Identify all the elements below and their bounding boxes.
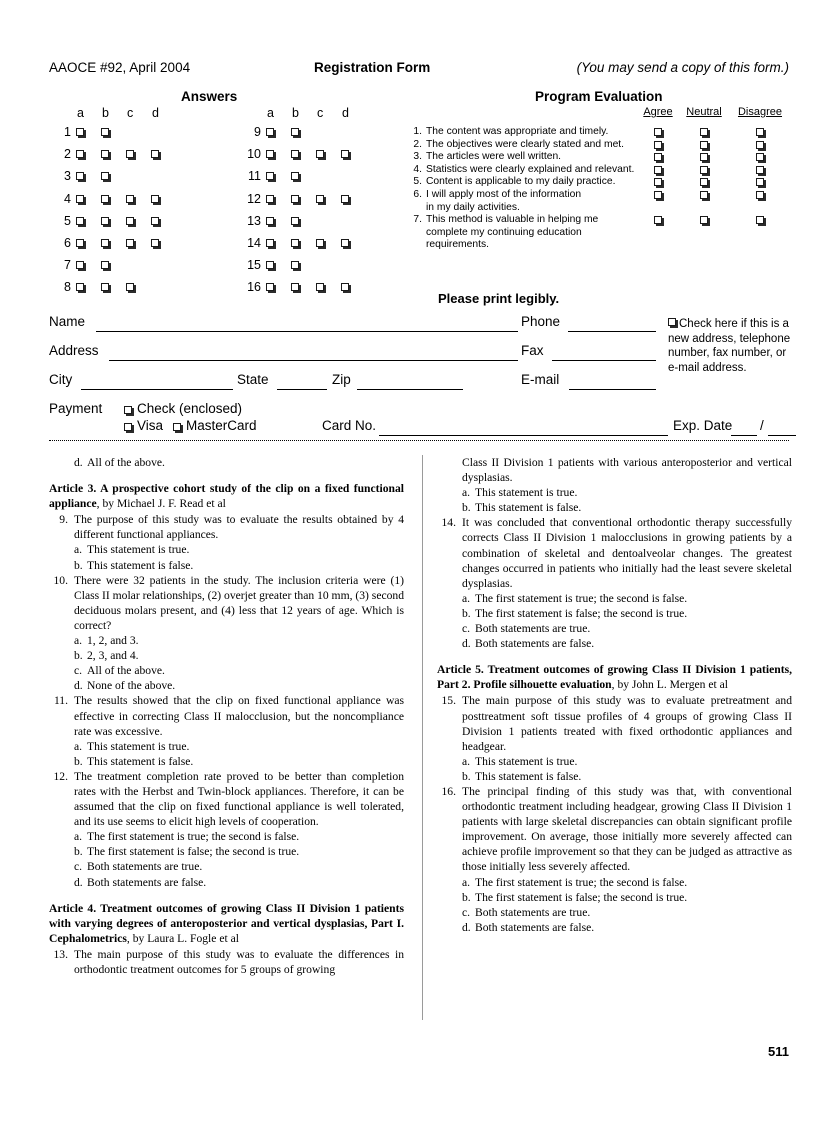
answers-header-d: d — [152, 106, 159, 120]
answer-checkbox-6-d[interactable] — [151, 239, 159, 247]
new-address-note — [668, 317, 793, 375]
answer-option-letter: c. — [462, 622, 471, 636]
answer-checkbox-8-b[interactable] — [101, 283, 109, 291]
evaluation-item-number: 2. — [413, 138, 422, 150]
answer-checkbox-14-a[interactable] — [266, 239, 274, 247]
answer-checkbox-12-a[interactable] — [266, 195, 274, 203]
question-item: 10. There were 32 patients in the study. The inclusion criteria were (1) Class II molar relationships, (2) overjet greater than 10 mm, (3) second deciduous molars present, and (4) less that 12 years of age. Which is correct? — [49, 573, 404, 633]
evaluation-disagree-checkbox-2[interactable] — [756, 141, 764, 149]
answer-option-letter: d. — [74, 456, 83, 469]
question-item: 15. The main purpose of this study was to evaluate pretreatment and posttreatment soft tissue profiles of 4 groups of growing Class II Division 1 patients treated with fixed orthodontic appliances and headgear. — [437, 693, 792, 753]
evaluation-item-number: 7. — [413, 214, 422, 226]
evaluation-item-text: This method is valuable in helping me — [426, 214, 599, 226]
answer-option: d. Both statements are false. — [462, 920, 595, 934]
answer-option: a. The first statement is true; the second is false. — [462, 875, 688, 889]
question-item: 12. The treatment completion rate proved to be better than completion rates with the Herbst and Twin-block appliances. Therefore, it can be assumed that the clip on fixed functional appliance is well tolerated, and its use seems to elicit high levels of cooperation. — [49, 769, 404, 829]
evaluation-disagree-checkbox-5[interactable] — [756, 178, 764, 186]
question-number: 15. — [441, 694, 456, 708]
evaluation-neutral-checkbox-1[interactable] — [700, 128, 708, 136]
answer-checkbox-5-a[interactable] — [76, 217, 84, 225]
question-number: 16. — [441, 784, 456, 798]
answer-option: b. The first statement is false; the second is true. — [462, 606, 688, 620]
answer-checkbox-1-a[interactable] — [76, 128, 84, 136]
evaluation-scale-header — [408, 106, 793, 122]
evaluation-item — [408, 214, 793, 227]
answer-option: a. The first statement is true; the second is false. — [74, 830, 300, 844]
email-input-rule[interactable] — [569, 389, 656, 390]
answer-option: b. 2, 3, and 4. — [74, 649, 139, 663]
evaluation-disagree-checkbox-4[interactable] — [756, 166, 764, 174]
answer-option-letter: a. — [462, 591, 471, 605]
page-number: 511 — [768, 1044, 789, 1059]
fax-input-rule[interactable] — [552, 360, 656, 361]
answers-header-b: b — [102, 106, 109, 120]
answer-row-number: 15 — [247, 258, 261, 273]
answers-header-b: b — [292, 106, 299, 120]
answer-checkbox-8-c[interactable] — [126, 283, 134, 291]
answer-option: b. This statement is false. — [462, 769, 582, 783]
article-byline: , by John L. Mergen et al — [611, 678, 728, 692]
evaluation-neutral-checkbox-7[interactable] — [700, 216, 708, 224]
answer-option: d. Both statements are false. — [462, 637, 595, 651]
payment-row — [49, 401, 789, 441]
exp-month-input-rule[interactable] — [731, 435, 757, 436]
evaluation-item-list — [408, 126, 793, 252]
evaluation-disagree-checkbox-6[interactable] — [756, 191, 764, 199]
evaluation-agree-checkbox-4[interactable] — [654, 166, 662, 174]
answer-checkbox-12-b[interactable] — [291, 195, 299, 203]
answer-row-number: 1 — [64, 125, 71, 139]
answer-checkbox-2-a[interactable] — [76, 150, 84, 158]
article-column-left — [49, 455, 404, 977]
answer-checkbox-6-a[interactable] — [76, 239, 84, 247]
check-payment-label: Check (enclosed) — [137, 401, 243, 416]
article-heading: Article 5. Treatment outcomes of growing Class II Division 1 patients, Part 2. Profile silhouette evaluation, by John L. Mergen et al — [437, 663, 792, 692]
card-no-input-rule[interactable] — [379, 435, 668, 436]
answer-row-number: 6 — [64, 235, 71, 250]
answer-row-number: 8 — [64, 280, 71, 295]
document-header — [49, 60, 789, 78]
exp-date-label: Exp. Date — [673, 418, 733, 433]
evaluation-neutral-checkbox-5[interactable] — [700, 178, 708, 186]
program-evaluation-title: Program Evaluation — [535, 89, 663, 104]
evaluation-item-number: 1. — [413, 126, 422, 137]
evaluation-agree-checkbox-7[interactable] — [654, 216, 662, 224]
question-number: 12. — [53, 769, 68, 783]
evaluation-item-text: Statistics were clearly explained and relevant. — [426, 163, 635, 175]
evaluation-item-number: 6. — [413, 189, 422, 200]
answers-header-d: d — [342, 106, 349, 120]
answer-checkbox-16-d[interactable] — [341, 283, 349, 291]
answer-checkbox-7-b[interactable] — [101, 261, 109, 269]
answer-option-letter: d. — [74, 875, 83, 889]
answer-row-number: 5 — [64, 213, 71, 228]
answer-option: a. 1, 2, and 3. — [74, 634, 139, 648]
answer-checkbox-3-b[interactable] — [101, 172, 109, 180]
answers-header-c: c — [317, 106, 324, 120]
answer-checkbox-5-d[interactable] — [151, 217, 159, 225]
city-label: City — [49, 372, 73, 387]
phone-input-rule[interactable] — [568, 331, 656, 332]
question-continuation: Class II Division 1 patients with various anteroposterior and vertical dysplasias. — [462, 456, 792, 485]
evaluation-item — [408, 176, 793, 189]
answer-option: d. All of the above. — [74, 456, 165, 469]
answer-option-letter: d. — [462, 637, 471, 651]
answer-checkbox-13-b[interactable] — [291, 217, 299, 225]
answer-option: b. This statement is false. — [462, 501, 582, 515]
answer-checkbox-10-d[interactable] — [341, 150, 349, 158]
question-item: 14. It was concluded that conventional orthodontic therapy successfully corrects Class II Division 1 malocclusions in growing patients by a combination of skeletal and dentoalveolar changes. The greatest changes occurred in patients who initially had the least severe skeletal dysplasias. — [437, 515, 792, 590]
answer-row-number: 12 — [247, 191, 261, 206]
scale-agree-label: Agree — [643, 106, 673, 118]
answer-option: a. The first statement is true; the second is false. — [462, 591, 688, 605]
scale-neutral-label: Neutral — [686, 106, 722, 118]
article-heading: Article 3. A prospective cohort study of the clip on a fixed functional appliance, by Michael J. F. Read et al — [49, 482, 404, 511]
answer-option: d. None of the above. — [74, 679, 176, 693]
answer-checkbox-14-d[interactable] — [341, 239, 349, 247]
evaluation-disagree-checkbox-3[interactable] — [756, 153, 764, 161]
answer-checkbox-10-b[interactable] — [291, 150, 299, 158]
evaluation-neutral-checkbox-6[interactable] — [700, 191, 708, 199]
mastercard-label: MasterCard — [186, 418, 257, 433]
article-byline: , by Michael J. F. Read et al — [96, 497, 226, 511]
answer-option: c. All of the above. — [74, 664, 165, 678]
answer-row-number: 13 — [247, 213, 261, 228]
answer-option-letter: b. — [462, 769, 471, 783]
program-evaluation-block — [408, 106, 793, 252]
answer-checkbox-11-a[interactable] — [266, 172, 274, 180]
form-separator-dotted-line — [49, 440, 789, 441]
evaluation-item-number: 3. — [413, 151, 422, 163]
print-legibly-notice: Please print legibly. — [438, 291, 560, 306]
answer-checkbox-5-b[interactable] — [101, 217, 109, 225]
card-no-label: Card No. — [322, 418, 377, 433]
evaluation-item — [408, 164, 793, 177]
answer-checkbox-12-c[interactable] — [316, 195, 324, 203]
evaluation-agree-checkbox-6[interactable] — [654, 191, 662, 199]
form-title: Registration Form — [314, 60, 431, 75]
answer-checkbox-3-a[interactable] — [76, 172, 84, 180]
answer-checkbox-4-d[interactable] — [151, 195, 159, 203]
exp-year-input-rule[interactable] — [768, 435, 796, 436]
answer-row-number: 14 — [247, 235, 261, 250]
question-item: 11. The results showed that the clip on fixed functional appliance was effective in correcting Class II malocclusion, but the noncompliance rate was excessive. — [49, 693, 404, 738]
address-label: Address — [49, 343, 99, 358]
question-number: 14. — [441, 516, 456, 530]
answer-option-letter: b. — [462, 606, 471, 620]
evaluation-neutral-checkbox-3[interactable] — [700, 153, 708, 161]
evaluation-item-number: 5. — [413, 176, 422, 188]
question-number: 11. — [53, 694, 68, 708]
evaluation-item — [408, 139, 793, 152]
answer-checkbox-16-a[interactable] — [266, 283, 274, 291]
answer-option: b. This statement is false. — [74, 754, 194, 768]
answer-checkbox-10-c[interactable] — [316, 150, 324, 158]
answers-section-title: Answers — [181, 89, 238, 104]
answer-checkbox-16-c[interactable] — [316, 283, 324, 291]
question-number: 10. — [53, 573, 68, 587]
email-label: E-mail — [521, 372, 560, 387]
answer-checkbox-15-a[interactable] — [266, 261, 274, 269]
answer-checkbox-16-b[interactable] — [291, 283, 299, 291]
new-address-note-text: Check here if this is a new address, telephone number, fax number, or e-mail address. — [668, 318, 791, 374]
visa-checkbox[interactable] — [124, 423, 132, 431]
answer-checkbox-1-b[interactable] — [101, 128, 109, 136]
name-input-rule[interactable] — [96, 331, 518, 332]
evaluation-item — [408, 126, 793, 139]
evaluation-neutral-checkbox-2[interactable] — [700, 141, 708, 149]
evaluation-item-text: The articles were well written. — [426, 151, 562, 163]
evaluation-item-continuation: requirements. — [426, 239, 489, 251]
evaluation-item-text: I will apply most of the information — [426, 189, 582, 200]
answer-option-letter: a. — [74, 634, 83, 648]
answer-checkbox-14-b[interactable] — [291, 239, 299, 247]
answer-option-letter: a. — [74, 543, 83, 557]
answer-option-letter: c. — [74, 860, 83, 874]
answer-option: b. The first statement is false; the second is true. — [462, 890, 688, 904]
evaluation-disagree-checkbox-1[interactable] — [756, 128, 764, 136]
answer-option-letter: c. — [462, 905, 471, 919]
answer-option-letter: b. — [74, 558, 83, 572]
answer-checkbox-12-d[interactable] — [341, 195, 349, 203]
answer-checkbox-9-a[interactable] — [266, 128, 274, 136]
answer-row-number: 3 — [64, 169, 71, 184]
article-heading: Article 4. Treatment outcomes of growing Class II Division 1 patients with varying degrees of anteroposterior and vertical dysplasias, Part I. Cephalometrics, by Laura L. Fogle et al — [49, 901, 404, 945]
answers-header-a: a — [267, 106, 274, 120]
answer-option: b. The first statement is false; the second is true. — [74, 845, 300, 859]
article-byline: , by Laura L. Fogle et al — [126, 931, 239, 945]
fax-label: Fax — [521, 343, 544, 358]
answer-checkbox-4-b[interactable] — [101, 195, 109, 203]
exp-date-slash: / — [760, 418, 764, 433]
evaluation-item-number: 4. — [413, 163, 422, 175]
answer-row-number: 4 — [64, 191, 71, 206]
evaluation-disagree-checkbox-7[interactable] — [756, 216, 764, 224]
answer-option-letter: c. — [74, 664, 83, 678]
answer-option: a. This statement is true. — [462, 754, 578, 768]
answer-checkbox-7-a[interactable] — [76, 261, 84, 269]
answer-row-number: 9 — [254, 125, 261, 139]
zip-label: Zip — [332, 372, 351, 387]
question-number: 9. — [59, 513, 68, 527]
answer-checkbox-10-a[interactable] — [266, 150, 274, 158]
answer-checkbox-6-b[interactable] — [101, 239, 109, 247]
city-input-rule[interactable] — [81, 389, 233, 390]
answer-checkbox-13-a[interactable] — [266, 217, 274, 225]
zip-input-rule[interactable] — [357, 389, 463, 390]
evaluation-agree-checkbox-1[interactable] — [654, 128, 662, 136]
answer-checkbox-14-c[interactable] — [316, 239, 324, 247]
answer-checkbox-2-d[interactable] — [151, 150, 159, 158]
mastercard-checkbox[interactable] — [173, 423, 181, 431]
evaluation-agree-checkbox-5[interactable] — [654, 178, 662, 186]
answer-checkbox-2-b[interactable] — [101, 150, 109, 158]
answer-option: c. Both statements are true. — [462, 905, 591, 919]
new-address-checkbox[interactable] — [668, 318, 676, 326]
answer-row-number: 16 — [247, 280, 261, 295]
answer-checkbox-15-b[interactable] — [291, 261, 299, 269]
answer-row-number: 11 — [248, 169, 261, 184]
answer-row-number: 2 — [64, 147, 71, 162]
evaluation-item-text: The objectives were clearly stated and met. — [426, 138, 625, 150]
evaluation-item-text: The content was appropriate and timely. — [426, 126, 609, 137]
copy-notice: (You may send a copy of this form.) — [576, 60, 789, 75]
evaluation-neutral-checkbox-4[interactable] — [700, 166, 708, 174]
answer-option-letter: d. — [74, 679, 83, 693]
answer-option-letter: b. — [462, 890, 471, 904]
issue-label: AAOCE #92, April 2004 — [49, 60, 191, 75]
column-divider-line — [422, 455, 423, 1020]
answer-option: c. Both statements are true. — [74, 860, 203, 874]
answer-option-letter: b. — [462, 501, 471, 515]
evaluation-item — [408, 151, 793, 164]
answers-header-a: a — [77, 106, 84, 120]
answer-row-number: 7 — [64, 258, 71, 273]
answers-header-c: c — [127, 106, 134, 120]
answer-option: a. This statement is true. — [74, 739, 190, 753]
answer-option: a. This statement is true. — [462, 486, 578, 500]
check-payment-checkbox[interactable] — [124, 406, 132, 414]
answer-checkbox-9-b[interactable] — [291, 128, 299, 136]
answer-option-letter: a. — [74, 739, 83, 753]
answer-checkbox-4-a[interactable] — [76, 195, 84, 203]
question-item: 13. The main purpose of this study was to evaluate the differences in orthodontic treatment outcomes for 5 groups of growing — [49, 947, 404, 977]
answer-option-letter: a. — [462, 754, 471, 768]
answer-option: a. This statement is true. — [74, 543, 190, 557]
name-label: Name — [49, 314, 86, 329]
answer-option-letter: b. — [74, 754, 83, 768]
answer-option-letter: a. — [74, 830, 83, 844]
question-number: 13. — [53, 947, 68, 961]
answer-option-letter: a. — [462, 875, 471, 889]
answer-option: c. Both statements are true. — [462, 622, 591, 636]
evaluation-item-continuation: in my daily activities. — [426, 201, 520, 213]
evaluation-agree-checkbox-3[interactable] — [654, 153, 662, 161]
answer-option-letter: b. — [74, 845, 83, 859]
evaluation-item — [408, 189, 793, 202]
answer-option-letter: d. — [462, 920, 471, 934]
payment-label: Payment — [49, 401, 103, 416]
answer-option-letter: b. — [74, 649, 83, 663]
scale-disagree-label: Disagree — [737, 106, 783, 118]
answer-checkbox-6-c[interactable] — [126, 239, 134, 247]
answer-checkbox-11-b[interactable] — [291, 172, 299, 180]
answer-checkbox-5-c[interactable] — [126, 217, 134, 225]
visa-label: Visa — [137, 418, 164, 433]
article-column-right — [437, 455, 792, 935]
evaluation-item-continuation: complete my continuing education — [426, 226, 582, 238]
question-item: 16. The principal finding of this study was that, with conventional orthodontic treatment including headgear, growing Class II Division 1 patients with large skeletal discrepancies can obtain significant profile improvement. On average, those initially more severely affected can achieve profile improvement so that they can be judged as attractive as those initially less severely affected. — [437, 784, 792, 875]
evaluation-item-text: Content is applicable to my daily practice. — [426, 176, 616, 188]
answer-checkbox-2-c[interactable] — [126, 150, 134, 158]
evaluation-agree-checkbox-2[interactable] — [654, 141, 662, 149]
address-input-rule[interactable] — [109, 360, 518, 361]
question-item: 9. The purpose of this study was to evaluate the results obtained by 4 different functional appliances. — [49, 512, 404, 542]
phone-label: Phone — [521, 314, 561, 329]
answer-option: d. Both statements are false. — [74, 875, 207, 889]
state-input-rule[interactable] — [277, 389, 327, 390]
answer-checkbox-8-a[interactable] — [76, 283, 84, 291]
state-label: State — [237, 372, 269, 387]
answer-option: b. This statement is false. — [74, 558, 194, 572]
answer-checkbox-4-c[interactable] — [126, 195, 134, 203]
answer-row-number: 10 — [247, 147, 261, 162]
answer-option-letter: a. — [462, 486, 471, 500]
